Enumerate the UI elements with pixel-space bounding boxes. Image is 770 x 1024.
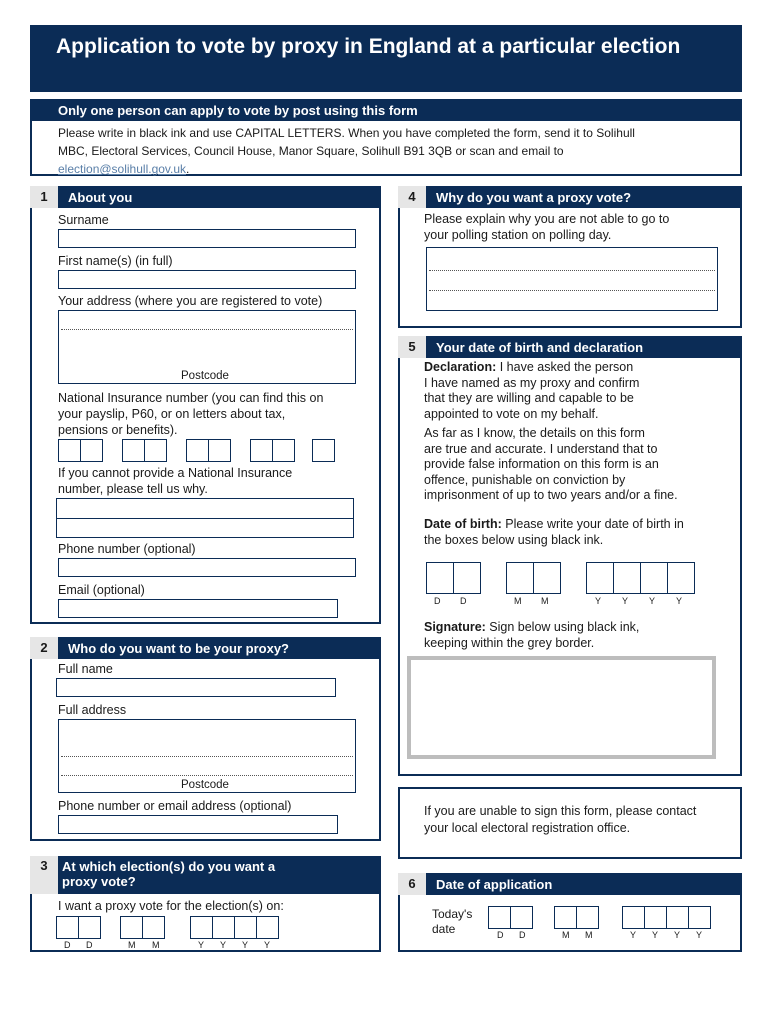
date-label-y: Y: [198, 940, 205, 950]
surname-field[interactable]: [58, 229, 356, 248]
dob-year-box[interactable]: [667, 562, 695, 594]
date-label-m: M: [562, 930, 570, 940]
reason-text: [424, 211, 669, 243]
unable-line-1: If you are unable to sign this form, please contact: [424, 804, 697, 818]
reason-line: [429, 290, 715, 291]
section-4-title: Why do you want a proxy vote?: [436, 190, 632, 205]
date-label-y: Y: [622, 596, 629, 606]
date-label-d: D: [86, 940, 93, 950]
dob-year-box[interactable]: [586, 562, 614, 594]
email-link[interactable]: election@solihull.gov.uk: [58, 162, 187, 176]
app-year-box[interactable]: [644, 906, 667, 929]
intro-line-1: Please write in black ink and use CAPITAL LETTERS. When you have completed the form, send it to Solihull: [58, 126, 635, 140]
declaration-line-3: that they are willing and capable to be: [424, 391, 634, 405]
proxy-address-field[interactable]: [58, 719, 356, 793]
section-2-title: Who do you want to be your proxy?: [68, 641, 289, 656]
app-year-box[interactable]: [622, 906, 645, 929]
today-date-label: [432, 907, 472, 937]
email-label: Email (optional): [58, 583, 145, 597]
election-day-box[interactable]: [56, 916, 79, 939]
section-date-of-application: [398, 873, 742, 952]
section-about-you: [30, 186, 381, 624]
ni-line-2: your payslip, P60, or on letters about tax,: [58, 407, 286, 421]
section-3-title: [62, 859, 275, 889]
election-month-box[interactable]: [142, 916, 165, 939]
date-label-d: D: [64, 940, 71, 950]
election-year-box[interactable]: [234, 916, 257, 939]
no-ni-text: [58, 465, 292, 497]
section-3-header: [30, 856, 381, 894]
date-label-y: Y: [649, 596, 656, 606]
date-label-y: Y: [696, 930, 703, 940]
section-2-number: 2: [30, 637, 58, 659]
section-4-number: 4: [398, 186, 426, 208]
address-label: Your address (where you are registered to vote): [58, 294, 323, 308]
date-label-y: Y: [264, 940, 271, 950]
reason-line-1: Please explain why you are not able to go to: [424, 212, 670, 226]
section-1-header: [30, 186, 381, 208]
proxy-address-label: Full address: [58, 703, 127, 717]
app-day-box[interactable]: [488, 906, 511, 929]
no-ni-divider: [57, 518, 353, 519]
section-1-number: 1: [30, 186, 58, 208]
date-label-y: Y: [630, 930, 637, 940]
election-year-box[interactable]: [212, 916, 235, 939]
intro-heading: Only one person can apply to vote by post using this form: [32, 101, 740, 121]
app-year-box[interactable]: [688, 906, 711, 929]
proxy-name-field[interactable]: [56, 678, 336, 697]
date-label-y: Y: [220, 940, 227, 950]
ni-text: [58, 390, 323, 438]
dob-year-box[interactable]: [640, 562, 668, 594]
date-label-y: Y: [242, 940, 249, 950]
unable-line-2: your local electoral registration office.: [424, 821, 631, 835]
ni-char-box[interactable]: [80, 439, 103, 462]
truth-text: [424, 426, 678, 504]
election-month-box[interactable]: [120, 916, 143, 939]
address-postcode-label: Postcode: [181, 370, 229, 382]
signature-line-1: Sign below using black ink,: [485, 620, 640, 634]
section-4-header: [398, 186, 742, 208]
proxy-name-label: Full name: [58, 662, 113, 676]
section-5-title: Your date of birth and declaration: [436, 340, 644, 355]
address-field[interactable]: [58, 310, 356, 384]
date-label-y: Y: [676, 596, 683, 606]
app-month-box[interactable]: [554, 906, 577, 929]
page-title: Application to vote by proxy in England at a particular election: [56, 35, 681, 58]
unable-text: [424, 803, 696, 837]
no-ni-line-2: number, please tell us why.: [58, 482, 208, 496]
section-3-number: 3: [30, 856, 58, 894]
dob-day-box[interactable]: [426, 562, 454, 594]
ni-char-box[interactable]: [272, 439, 295, 462]
date-label-d: D: [460, 596, 467, 606]
dob-year-box[interactable]: [613, 562, 641, 594]
first-name-field[interactable]: [58, 270, 356, 289]
app-year-box[interactable]: [666, 906, 689, 929]
reason-line: [429, 270, 715, 271]
ni-char-box[interactable]: [250, 439, 273, 462]
no-ni-reason-field[interactable]: [56, 498, 354, 538]
date-label-m: M: [541, 596, 549, 606]
signature-box[interactable]: [407, 656, 716, 759]
section-elections: [30, 856, 381, 952]
signature-line-2: keeping within the grey border.: [424, 635, 595, 650]
proxy-postcode-label: Postcode: [181, 779, 229, 791]
ni-char-box[interactable]: [122, 439, 145, 462]
ni-char-box[interactable]: [312, 439, 335, 462]
date-label-m: M: [128, 940, 136, 950]
proxy-contact-label: Phone number or email address (optional): [58, 799, 292, 813]
reason-field[interactable]: [426, 247, 718, 311]
dob-text: [424, 517, 684, 548]
ni-char-box[interactable]: [144, 439, 167, 462]
email-field[interactable]: [58, 599, 338, 618]
no-ni-line-1: If you cannot provide a National Insurance: [58, 466, 293, 480]
date-label-d: D: [519, 930, 526, 940]
declaration-text: [424, 360, 639, 422]
address-line: [61, 329, 353, 330]
section-3-title-line-2: proxy vote?: [62, 874, 136, 889]
page-title-bar: [30, 25, 742, 92]
proxy-contact-field[interactable]: [58, 815, 338, 834]
truth-line-2: are true and accurate. I understand that to: [424, 441, 658, 456]
first-name-label: First name(s) (in full): [58, 254, 173, 268]
intro-line-2: MBC, Electoral Services, Council House, Manor Square, Solihull B91 3QB or scan and email to: [58, 144, 564, 158]
date-label-m: M: [514, 596, 522, 606]
app-day-box[interactable]: [510, 906, 533, 929]
date-label-y: Y: [595, 596, 602, 606]
section-reason: [398, 186, 742, 328]
date-label-y: Y: [674, 930, 681, 940]
signature-label: Signature:: [424, 620, 486, 634]
ni-line-3: pensions or benefits).: [58, 423, 178, 437]
dob-month-box[interactable]: [506, 562, 534, 594]
dob-line-2: the boxes below using black ink.: [424, 532, 604, 547]
section-6-number: 6: [398, 873, 426, 895]
declaration-line-2: I have named as my proxy and confirm: [424, 375, 640, 390]
ni-char-box[interactable]: [186, 439, 209, 462]
truth-line-3: provide false information on this form is an: [424, 457, 659, 471]
declaration-line-4: appointed to vote on my behalf.: [424, 406, 599, 421]
declaration-label: Declaration:: [424, 360, 497, 374]
section-6-title: Date of application: [436, 877, 553, 892]
dob-label: Date of birth:: [424, 517, 502, 531]
section-2-header: [30, 637, 381, 659]
section-proxy: [30, 637, 381, 841]
dob-day-box[interactable]: [453, 562, 481, 594]
intro-text: [32, 121, 740, 181]
reason-line-2: your polling station on polling day.: [424, 228, 612, 242]
date-label-d: D: [434, 596, 441, 606]
ni-char-box[interactable]: [208, 439, 231, 462]
signature-text: [424, 620, 639, 651]
phone-field[interactable]: [58, 558, 356, 577]
election-year-box[interactable]: [256, 916, 279, 939]
proxy-address-line: [61, 775, 353, 776]
election-date-text: I want a proxy vote for the election(s) on:: [58, 899, 284, 913]
dob-line-1: Please write your date of birth in: [501, 517, 684, 531]
declaration-line-1: I have asked the person: [496, 360, 634, 374]
date-label-m: M: [152, 940, 160, 950]
today-line-1: Today's: [432, 907, 473, 921]
date-label-d: D: [497, 930, 504, 940]
election-year-box[interactable]: [190, 916, 213, 939]
election-day-box[interactable]: [78, 916, 101, 939]
dob-month-box[interactable]: [533, 562, 561, 594]
section-5-header: [398, 336, 742, 358]
surname-label: Surname: [58, 213, 109, 227]
today-line-2: date: [432, 922, 456, 936]
section-1-title: About you: [68, 190, 133, 205]
truth-line-5: imprisonment of up to two years and/or a fine.: [424, 488, 678, 502]
truth-line-4: offence, punishable on conviction by: [424, 472, 626, 487]
section-declaration: [398, 336, 742, 776]
intro-period: .: [186, 162, 190, 176]
section-6-header: [398, 873, 742, 895]
unable-to-sign-panel: [398, 787, 742, 859]
proxy-address-line: [61, 756, 353, 757]
app-month-box[interactable]: [576, 906, 599, 929]
date-label-y: Y: [652, 930, 659, 940]
ni-char-box[interactable]: [58, 439, 81, 462]
section-5-number: 5: [398, 336, 426, 358]
section-3-title-line-1: At which election(s) do you want a: [62, 859, 276, 874]
intro-panel: [30, 99, 742, 176]
truth-line-1: As far as I know, the details on this form: [424, 426, 645, 440]
ni-line-1: National Insurance number (you can find this on: [58, 391, 324, 405]
phone-label: Phone number (optional): [58, 542, 196, 556]
date-label-m: M: [585, 930, 593, 940]
